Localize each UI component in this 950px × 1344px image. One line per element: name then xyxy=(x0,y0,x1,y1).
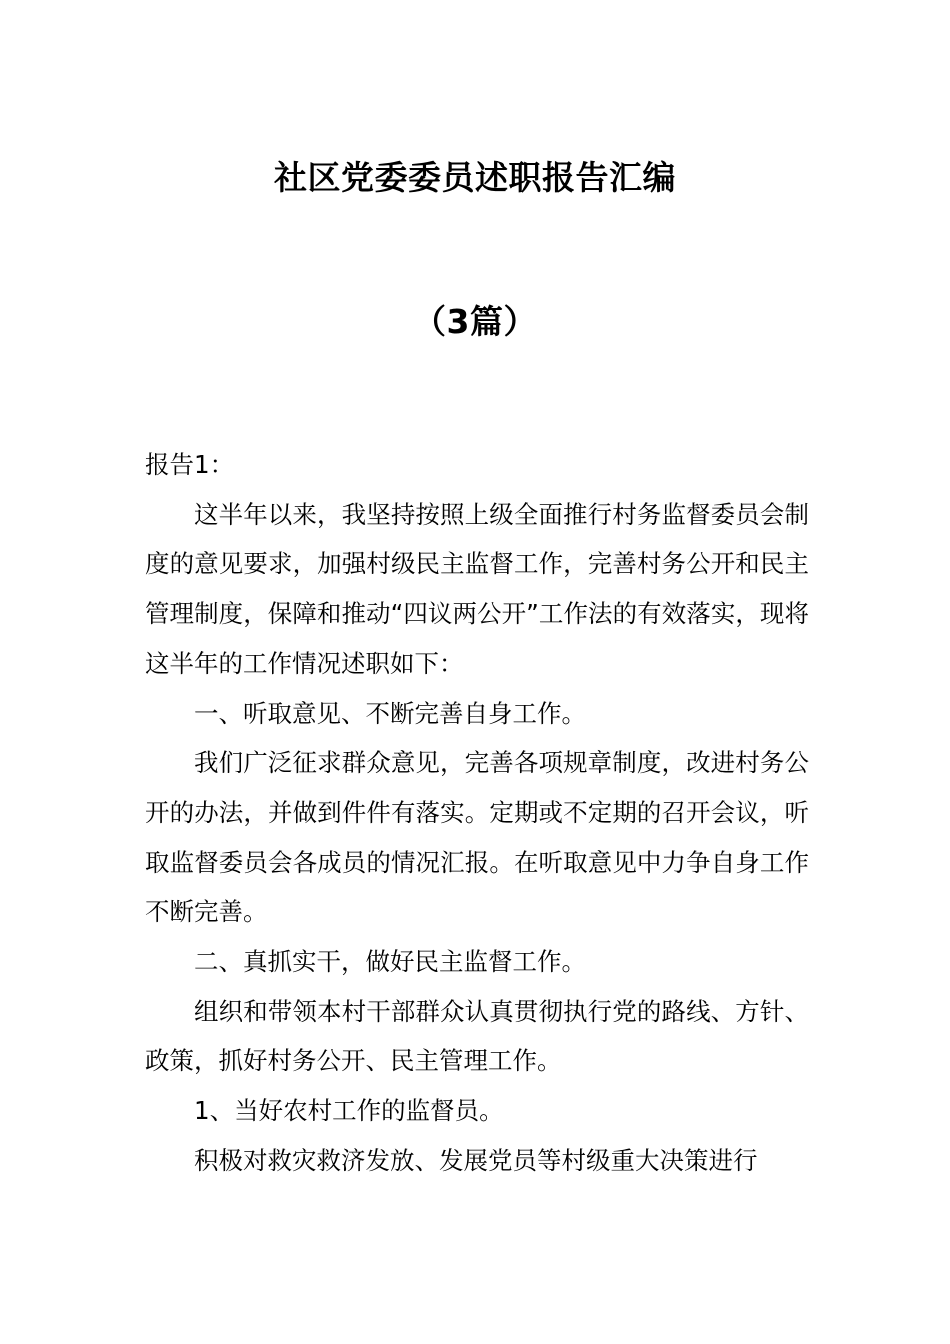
body-paragraph: 组织和带领本村干部群众认真贯彻执行党的路线、方针、政策，抓好村务公开、民主管理工作。 xyxy=(145,996,809,1076)
body-paragraph: 1、当好农村工作的监督员。 xyxy=(194,1096,504,1126)
document-title: 社区党委委员述职报告汇编 xyxy=(274,158,676,197)
body-paragraph: 二、真抓实干，做好民主监督工作。 xyxy=(194,947,586,977)
body-paragraph: 这半年以来，我坚持按照上级全面推行村务监督委员会制度的意见要求，加强村级民主监督工作，完善村务公开和民主管理制度，保障和推动“四议两公开”工作法的有效落实，现将这半年的工作情况述职如下： xyxy=(145,499,809,678)
body-paragraph: 积极对救灾救济发放、发展党员等村级重大决策进行 xyxy=(194,1145,758,1175)
body-paragraph: 我们广泛征求群众意见，完善各项规章制度，改进村务公开的办法，并做到件件有落实。定期或不定期的召开会议，听取监督委员会各成员的情况汇报。在听取意见中力争自身工作不断完善。 xyxy=(145,748,809,927)
body-paragraph: 一、听取意见、不断完善自身工作。 xyxy=(194,698,586,728)
document-subtitle: （3篇） xyxy=(413,302,537,341)
document-body xyxy=(145,440,809,1186)
body-paragraph: 报告1： xyxy=(145,450,235,479)
